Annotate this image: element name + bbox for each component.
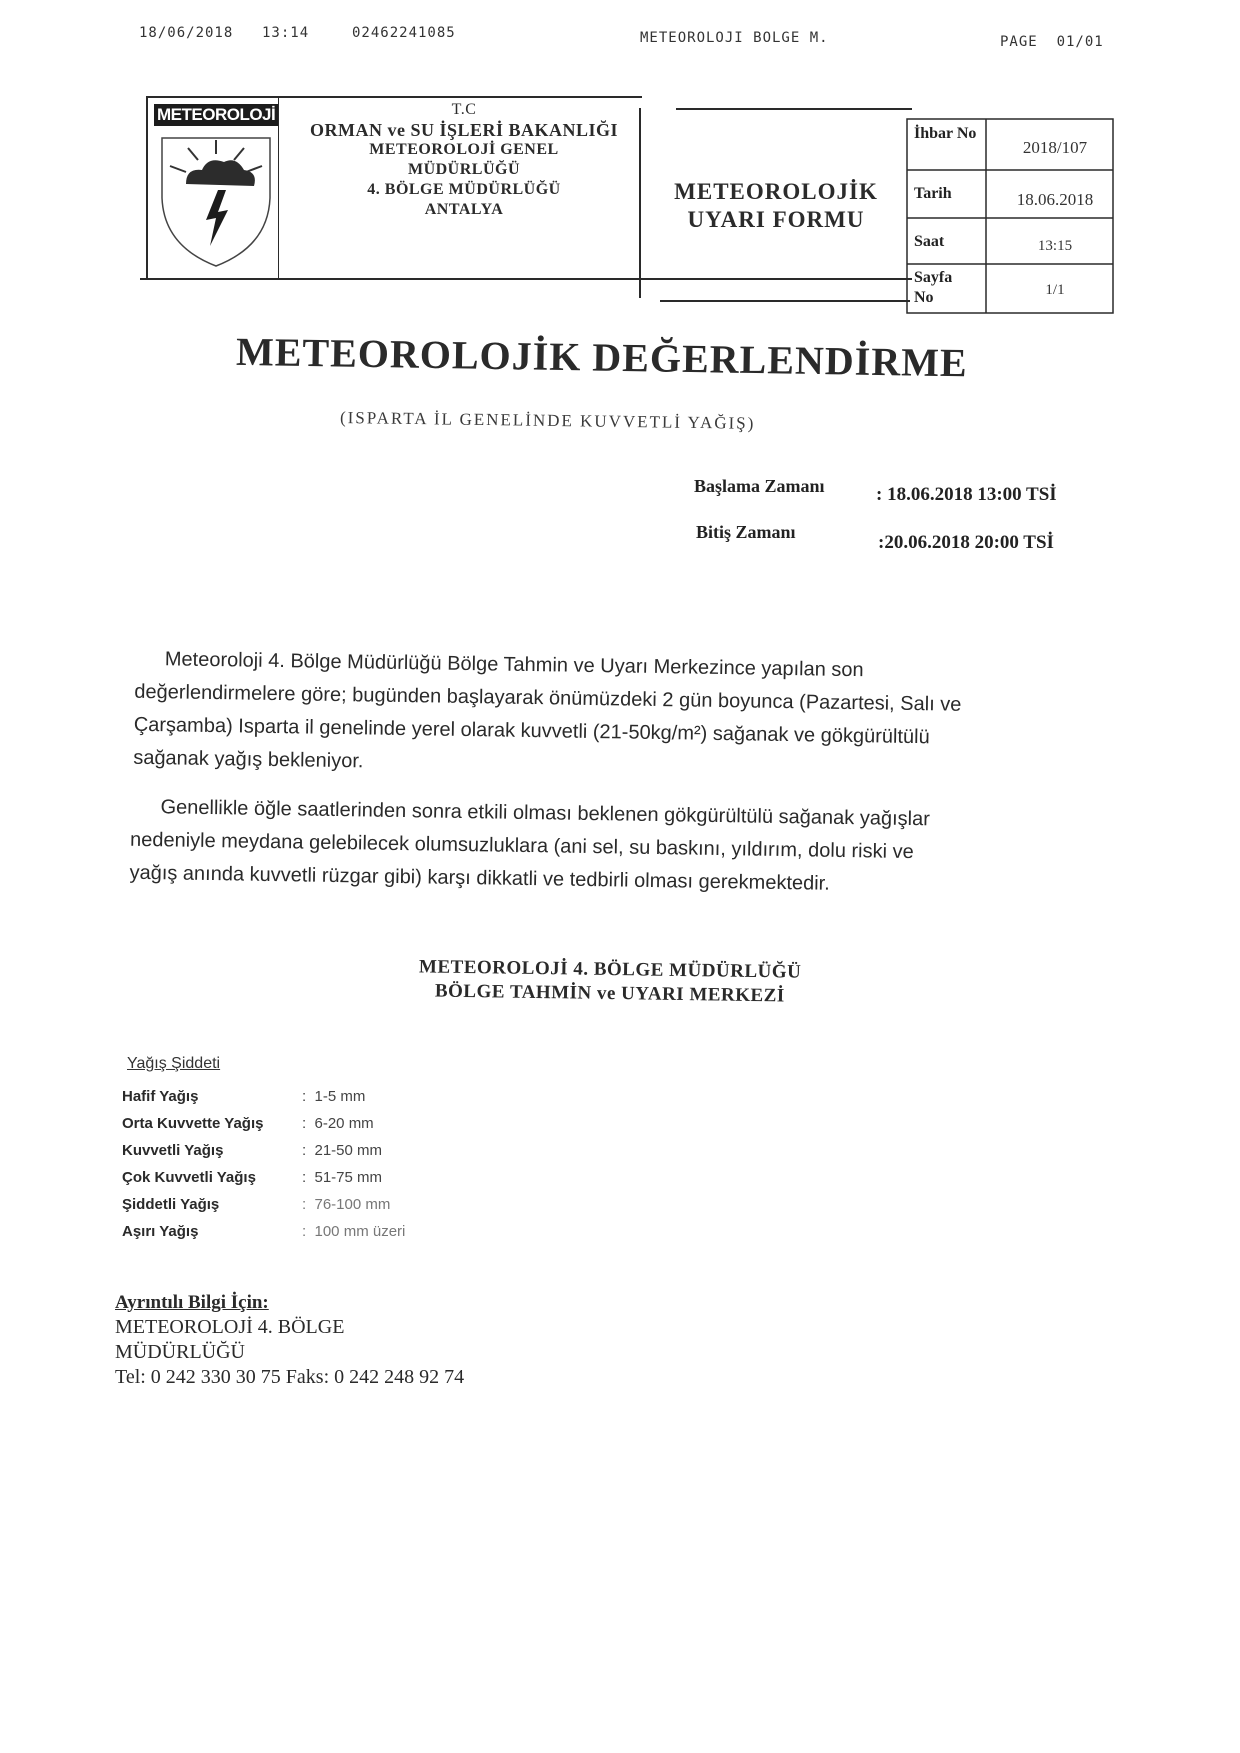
scale-title: Yağış Şiddeti	[127, 1055, 221, 1072]
scale-row-name: Hafif Yağış	[122, 1088, 199, 1105]
meta-sayfa-label: Sayfa No	[914, 269, 953, 306]
ministry-line: 4. BÖLGE MÜDÜRLÜĞÜ	[367, 181, 561, 198]
fax-sender: METEOROLOJI BOLGE M.	[640, 30, 829, 46]
ministry-line: ANTALYA	[424, 201, 504, 218]
fax-time: 13:14	[262, 25, 310, 41]
scale-row-value: : 51-75 mm	[302, 1169, 383, 1186]
form-title	[648, 178, 904, 234]
end-time-value: :20.06.2018 20:00 TSİ	[878, 532, 1054, 553]
meta-tarih-label: Tarih	[914, 185, 952, 202]
page-subtitle: (ISPARTA İL GENELİNDE KUVVETLİ YAĞIŞ)	[339, 408, 756, 433]
fax-page: PAGE 01/01	[1000, 34, 1104, 50]
scale-row-name: Aşırı Yağış	[122, 1223, 199, 1240]
ministry-heading	[284, 100, 644, 220]
scale-row-name: Orta Kuvvette Yağış	[122, 1115, 264, 1132]
scale-row-value: : 21-50 mm	[302, 1142, 383, 1159]
ministry-line: MÜDÜRLÜĞÜ	[407, 161, 521, 178]
meta-saat-value: 13:15	[1037, 238, 1073, 254]
scale-row	[122, 1223, 405, 1240]
scale-row-value: : 6-20 mm	[302, 1115, 374, 1132]
meta-ihbar-value: 2018/107	[1022, 138, 1088, 157]
scale-row	[122, 1142, 382, 1159]
logo-wordmark: METEOROLOJİ	[154, 104, 278, 126]
fax-number: 02462241085	[352, 25, 456, 41]
scale-row-name: Kuvvetli Yağış	[122, 1142, 224, 1159]
issuer-line2: BÖLGE TAHMİN ve UYARI MERKEZİ	[434, 980, 785, 1007]
scale-row-value: : 1-5 mm	[302, 1088, 366, 1105]
contact-phone: Tel: 0 242 330 30 75 Faks: 0 242 248 92 74	[115, 1366, 465, 1388]
logo	[150, 100, 276, 270]
ministry-line: METEOROLOJİ GENEL	[369, 141, 559, 158]
issuer-signature	[330, 954, 891, 1010]
ministry-line: T.C	[451, 101, 477, 118]
cloud-sun-lightning-icon	[156, 128, 276, 268]
paragraph-line: Meteoroloji 4. Bölge Müdürlüğü Bölge Tahmin ve Uyarı Merkezince yapılan son	[164, 648, 864, 682]
scale-row-name: Şiddetli Yağış	[122, 1196, 220, 1213]
fax-date: 18/06/2018	[139, 25, 234, 41]
end-time-label: Bitiş Zamanı	[696, 522, 796, 542]
scale-row	[122, 1115, 374, 1132]
contact-heading: Ayrıntılı Bilgi İçin:	[115, 1292, 269, 1313]
meta-tarih-value: 18.06.2018	[1016, 190, 1094, 209]
paragraph-warning	[129, 791, 1050, 904]
form-title-line1: METEOROLOJİK	[674, 179, 878, 204]
page-title: METEOROLOJİK DEĞERLENDİRME	[235, 328, 968, 386]
start-time-label: Başlama Zamanı	[694, 476, 825, 496]
scale-row	[122, 1169, 382, 1186]
meta-ihbar-label: İhbar No	[914, 125, 977, 142]
paragraph-line: Çarşamba) Isparta il genelinde yerel olarak kuvvetli (21-50kg/m²) sağanak ve gökgürültülü	[133, 713, 930, 749]
paragraph-line: değerlendirmelere göre; bugünden başlayarak önümüzdeki 2 gün boyunca (Pazartesi, Salı ve	[134, 680, 962, 716]
meta-sayfa-value: 1/1	[1045, 282, 1065, 298]
paragraph-line: nedeniyle meydana gelebilecek olumsuzluklara (ani sel, su baskını, yıldırım, dolu riski ve	[129, 828, 914, 864]
issuer-line1: METEOROLOJİ 4. BÖLGE MÜDÜRLÜĞÜ	[418, 956, 802, 983]
paragraph-line: Genellikle öğle saatlerinden sonra etkili olması beklenen gökgürültülü sağanak yağışlar	[160, 796, 931, 831]
paragraph-forecast	[133, 643, 1055, 789]
scale-row	[122, 1088, 365, 1105]
scale-row	[122, 1196, 390, 1213]
paragraph-line: yağış anında kuvvetli rüzgar gibi) karşı dikkatli ve tedbirli olması gerekmektedir.	[129, 861, 830, 895]
form-title-line2: UYARI FORMU	[687, 207, 865, 232]
contact-line1: METEOROLOJİ 4. BÖLGE	[115, 1316, 345, 1338]
contact-info	[115, 1290, 464, 1390]
scale-row-value: : 76-100 mm	[302, 1196, 391, 1213]
start-time-value: : 18.06.2018 13:00 TSİ	[876, 484, 1057, 505]
scale-row-name: Çok Kuvvetli Yağış	[122, 1169, 256, 1186]
scale-row-value: : 100 mm üzeri	[302, 1223, 406, 1240]
ministry-line: ORMAN ve SU İŞLERİ BAKANLIĞI	[309, 120, 619, 140]
meta-saat-label: Saat	[914, 233, 945, 250]
contact-line2: MÜDÜRLÜĞÜ	[115, 1341, 245, 1363]
paragraph-line: sağanak yağış bekleniyor.	[133, 746, 364, 773]
